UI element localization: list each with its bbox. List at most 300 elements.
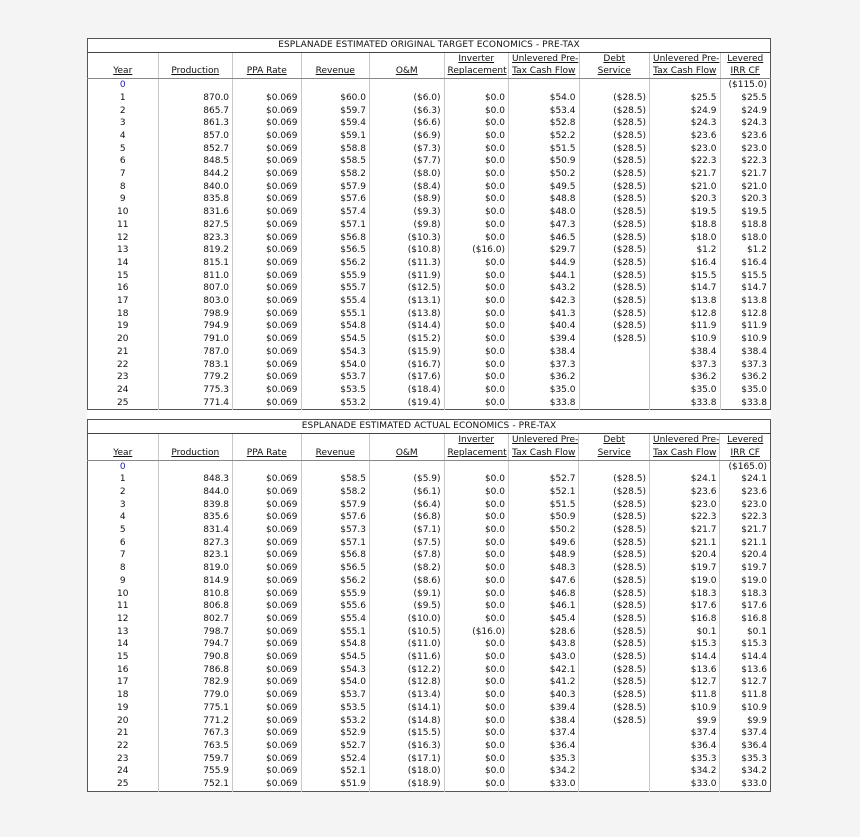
revenue-cell: $54.5 <box>301 651 369 664</box>
table-title-row <box>88 39 771 53</box>
ppa-rate-cell: $0.069 <box>233 702 301 715</box>
table-row <box>88 270 771 283</box>
om-cell: ($16.3) <box>370 740 445 753</box>
ppa-rate-cell: $0.069 <box>233 664 301 677</box>
levered-irr-cf-cell: $21.1 <box>741 537 767 548</box>
levered-irr-cf-cell: $20.4 <box>741 550 767 561</box>
production-cell: 814.9 <box>158 575 233 588</box>
om-cell: ($13.1) <box>370 295 445 308</box>
debt-service-cell: ($28.5) <box>579 105 650 118</box>
unlevered-cash-flow-2-cell: $19.0 <box>649 575 720 588</box>
production-cell: 815.1 <box>158 257 233 270</box>
revenue-cell: $59.4 <box>301 117 369 130</box>
year-zero-cell <box>579 79 650 92</box>
debt-service-cell: ($28.5) <box>579 638 650 651</box>
revenue-cell: $55.4 <box>301 295 369 308</box>
levered-irr-cf-header-top <box>720 52 771 65</box>
unlevered-cash-flow-header-top-label: Unlevered Pre- <box>511 435 579 446</box>
unlevered-cash-flow-cell: $52.1 <box>508 486 579 499</box>
debt-service-cell: ($28.5) <box>579 600 650 613</box>
debt-service-cell: ($28.5) <box>579 244 650 257</box>
unlevered-cash-flow-cell: $38.4 <box>509 346 580 359</box>
unlevered-cash-flow-cell: $48.9 <box>508 549 579 562</box>
year-zero-cell <box>233 79 301 92</box>
levered-irr-cf-cell: $24.9 <box>741 105 767 116</box>
inverter-replacement-cell: $0.0 <box>444 778 508 791</box>
production-cell: 840.0 <box>158 181 233 194</box>
inverter-replacement-header-top-label: Inverter <box>458 53 495 64</box>
table-row <box>88 359 771 372</box>
debt-service-cell: ($28.5) <box>579 626 650 639</box>
ppa-rate-cell: $0.069 <box>233 638 301 651</box>
ppa-rate-header-top <box>233 434 301 447</box>
production-cell: 839.8 <box>158 499 233 512</box>
year-header-top <box>88 434 159 447</box>
om-cell: ($9.5) <box>370 600 445 613</box>
debt-service-cell: ($28.5) <box>579 549 650 562</box>
ppa-rate-cell: $0.069 <box>233 168 301 181</box>
levered-irr-cf-cell: $20.3 <box>741 194 767 205</box>
levered-irr-cf-cell: $15.5 <box>741 270 767 281</box>
year-cell: 8 <box>88 181 159 194</box>
unlevered-cash-flow-cell: $36.2 <box>509 371 580 384</box>
ppa-rate-cell: $0.069 <box>233 181 301 194</box>
inverter-replacement-cell: $0.0 <box>444 727 508 740</box>
debt-service-cell: ($28.5) <box>579 295 650 308</box>
year-cell: 14 <box>88 257 159 270</box>
table-row <box>88 562 771 575</box>
levered-irr-cf-cell: $10.9 <box>741 334 767 345</box>
unlevered-cash-flow-2-cell: $14.7 <box>650 282 721 295</box>
unlevered-cash-flow-2-cell: $33.0 <box>649 778 720 791</box>
production-cell: 798.9 <box>158 308 233 321</box>
unlevered-cash-flow-cell: $33.8 <box>509 397 580 410</box>
ppa-rate-cell: $0.069 <box>233 346 301 359</box>
debt-service-cell <box>579 397 650 410</box>
unlevered-cash-flow-2-cell: $35.0 <box>650 384 721 397</box>
production-cell: 798.7 <box>158 626 233 639</box>
inverter-replacement-header-top-label: Inverter <box>458 435 495 446</box>
debt-service-cell: ($28.5) <box>579 320 650 333</box>
table-row <box>88 232 771 245</box>
year-cell: 6 <box>88 155 159 168</box>
inverter-replacement-cell: $0.0 <box>444 753 508 766</box>
year-cell: 12 <box>88 232 159 245</box>
unlevered-cash-flow-header <box>508 447 579 460</box>
ppa-rate-cell: $0.069 <box>233 308 301 321</box>
unlevered-cash-flow-2-cell: $0.1 <box>649 626 720 639</box>
om-cell: ($7.5) <box>370 537 445 550</box>
inverter-replacement-cell: $0.0 <box>444 295 508 308</box>
debt-service-header <box>579 447 650 460</box>
unlevered-cash-flow-2-cell: $11.8 <box>649 689 720 702</box>
unlevered-cash-flow-2-header-top <box>649 434 720 447</box>
table-row <box>88 600 771 613</box>
table-title: ESPLANADE ESTIMATED ORIGINAL TARGET ECONOMICS - PRE-TAX <box>88 39 771 53</box>
header-row-bottom <box>88 447 771 460</box>
year-header-top <box>88 52 159 65</box>
table-row <box>88 638 771 651</box>
unlevered-cash-flow-cell: $34.2 <box>508 765 579 778</box>
production-cell: 771.4 <box>158 397 233 410</box>
ppa-rate-header <box>233 447 301 460</box>
revenue-header-top <box>301 434 369 447</box>
om-cell: ($8.6) <box>370 575 445 588</box>
unlevered-cash-flow-cell: $43.0 <box>508 651 579 664</box>
table-row <box>88 181 771 194</box>
inverter-replacement-cell: $0.0 <box>444 130 508 143</box>
table-row <box>88 740 771 753</box>
levered-irr-cf-cell: $37.3 <box>741 359 767 370</box>
production-cell: 803.0 <box>158 295 233 308</box>
year-cell: 2 <box>88 105 159 118</box>
revenue-cell: $55.7 <box>301 282 369 295</box>
unlevered-cash-flow-2-cell: $24.1 <box>649 473 720 486</box>
unlevered-cash-flow-header-label: Tax Cash Flow <box>512 447 576 458</box>
revenue-cell: $56.2 <box>301 257 369 270</box>
unlevered-cash-flow-2-cell: $36.2 <box>650 371 721 384</box>
debt-service-cell <box>579 765 650 778</box>
year-cell: 12 <box>88 613 159 626</box>
unlevered-cash-flow-2-cell: $18.8 <box>650 219 721 232</box>
unlevered-cash-flow-cell: $41.2 <box>508 676 579 689</box>
year-cell: 21 <box>88 727 159 740</box>
debt-service-cell <box>579 359 650 372</box>
production-cell: 823.1 <box>158 549 233 562</box>
unlevered-cash-flow-cell: $36.4 <box>508 740 579 753</box>
debt-service-cell: ($28.5) <box>579 270 650 283</box>
levered-irr-cf-header <box>720 447 771 460</box>
year-zero-cell: 0 <box>88 460 159 473</box>
table-row <box>88 689 771 702</box>
inverter-replacement-cell: $0.0 <box>444 575 508 588</box>
levered-irr-cf-cell: $18.3 <box>741 588 767 599</box>
unlevered-cash-flow-header-top-label: Unlevered Pre- <box>512 53 579 64</box>
ppa-rate-header-label: PPA Rate <box>246 447 287 458</box>
debt-service-cell: ($28.5) <box>579 282 650 295</box>
production-cell: 819.2 <box>158 244 233 257</box>
debt-service-cell <box>579 346 650 359</box>
unlevered-cash-flow-cell: $38.4 <box>508 715 579 728</box>
ppa-rate-cell: $0.069 <box>233 689 301 702</box>
year-cell: 21 <box>88 346 159 359</box>
ppa-rate-cell: $0.069 <box>233 193 301 206</box>
revenue-cell: $57.1 <box>301 219 369 232</box>
om-cell: ($7.1) <box>370 524 445 537</box>
ppa-rate-cell: $0.069 <box>233 537 301 550</box>
year-cell: 20 <box>88 715 159 728</box>
year-cell: 13 <box>88 626 159 639</box>
revenue-cell: $55.9 <box>301 270 369 283</box>
levered-irr-cf-cell: $34.2 <box>741 766 767 777</box>
inverter-replacement-cell: $0.0 <box>444 486 508 499</box>
year-cell: 18 <box>88 689 159 702</box>
unlevered-cash-flow-2-cell: $11.9 <box>650 320 721 333</box>
om-cell: ($12.5) <box>370 282 445 295</box>
inverter-replacement-cell: $0.0 <box>444 549 508 562</box>
unlevered-cash-flow-2-cell: $24.3 <box>650 117 721 130</box>
unlevered-cash-flow-2-cell: $37.4 <box>649 727 720 740</box>
production-header-label: Production <box>171 66 220 77</box>
revenue-cell: $55.4 <box>301 613 369 626</box>
unlevered-cash-flow-2-cell: $37.3 <box>650 359 721 372</box>
inverter-replacement-cell: $0.0 <box>444 333 508 346</box>
inverter-replacement-cell: $0.0 <box>444 270 508 283</box>
revenue-cell: $56.8 <box>301 232 369 245</box>
table-row <box>88 219 771 232</box>
debt-service-cell: ($28.5) <box>579 588 650 601</box>
production-cell: 861.3 <box>158 117 233 130</box>
production-cell: 810.8 <box>158 588 233 601</box>
om-cell: ($6.8) <box>370 511 445 524</box>
levered-irr-cf-cell: $19.7 <box>741 563 767 574</box>
header-row-top <box>88 434 771 447</box>
year-zero-cell <box>508 460 579 473</box>
inverter-replacement-cell: $0.0 <box>444 588 508 601</box>
levered-irr-cf-cell: $16.4 <box>741 257 767 268</box>
year-cell: 10 <box>88 588 159 601</box>
table-row <box>88 257 771 270</box>
inverter-replacement-header-top <box>444 52 508 65</box>
levered-irr-cf-cell: $11.9 <box>741 321 767 332</box>
inverter-replacement-cell: $0.0 <box>444 765 508 778</box>
om-cell: ($8.0) <box>370 168 445 181</box>
table-row <box>88 778 771 791</box>
ppa-rate-cell: $0.069 <box>233 727 301 740</box>
ppa-rate-cell: $0.069 <box>233 295 301 308</box>
ppa-rate-cell: $0.069 <box>233 244 301 257</box>
production-cell: 848.5 <box>158 155 233 168</box>
year-cell: 22 <box>88 359 159 372</box>
production-cell: 852.7 <box>158 143 233 156</box>
inverter-replacement-cell: $0.0 <box>444 613 508 626</box>
unlevered-cash-flow-2-cell: $20.3 <box>650 193 721 206</box>
om-cell: ($10.5) <box>370 626 445 639</box>
levered-irr-cf-cell: $33.8 <box>741 397 767 408</box>
year-zero-cell <box>370 460 445 473</box>
om-cell: ($8.2) <box>370 562 445 575</box>
ppa-rate-cell: $0.069 <box>233 524 301 537</box>
debt-service-cell: ($28.5) <box>579 486 650 499</box>
table-row <box>88 333 771 346</box>
levered-irr-cf-cell: $10.9 <box>741 702 767 713</box>
revenue-cell: $57.1 <box>301 537 369 550</box>
debt-service-cell: ($28.5) <box>579 206 650 219</box>
year-cell: 24 <box>88 384 159 397</box>
unlevered-cash-flow-cell: $29.7 <box>509 244 580 257</box>
inverter-replacement-cell: ($16.0) <box>444 244 508 257</box>
debt-service-cell: ($28.5) <box>579 130 650 143</box>
inverter-replacement-cell: $0.0 <box>444 524 508 537</box>
unlevered-cash-flow-cell: $28.6 <box>508 626 579 639</box>
ppa-rate-cell: $0.069 <box>233 626 301 639</box>
om-cell: ($6.6) <box>370 117 445 130</box>
year-zero-cell <box>579 460 650 473</box>
revenue-header-label: Revenue <box>315 447 355 458</box>
revenue-cell: $55.1 <box>301 308 369 321</box>
inverter-replacement-header-top <box>444 434 508 447</box>
unlevered-cash-flow-2-cell: $13.6 <box>649 664 720 677</box>
year-cell: 24 <box>88 765 159 778</box>
ppa-rate-cell: $0.069 <box>233 206 301 219</box>
levered-irr-cf-cell: $16.8 <box>741 613 767 624</box>
production-cell: 771.2 <box>158 715 233 728</box>
revenue-cell: $56.2 <box>301 575 369 588</box>
production-cell: 835.8 <box>158 193 233 206</box>
year-zero-cell: ($165.0) <box>728 461 767 472</box>
debt-service-cell <box>579 740 650 753</box>
inverter-replacement-cell: $0.0 <box>444 117 508 130</box>
inverter-replacement-cell: $0.0 <box>444 206 508 219</box>
year-cell: 16 <box>88 282 159 295</box>
unlevered-cash-flow-2-header-top-label: Unlevered Pre- <box>652 435 720 446</box>
unlevered-cash-flow-header-label: Tax Cash Flow <box>512 66 576 77</box>
om-cell: ($6.4) <box>370 499 445 512</box>
table-row <box>88 676 771 689</box>
year-cell: 5 <box>88 524 159 537</box>
year-zero-cell <box>370 79 445 92</box>
debt-service-cell: ($28.5) <box>579 499 650 512</box>
table-row <box>88 282 771 295</box>
om-cell: ($10.3) <box>370 232 445 245</box>
inverter-replacement-cell: $0.0 <box>444 320 508 333</box>
ppa-rate-cell: $0.069 <box>233 155 301 168</box>
revenue-cell: $56.8 <box>301 549 369 562</box>
unlevered-cash-flow-2-header-top <box>650 52 721 65</box>
year-cell: 7 <box>88 168 159 181</box>
revenue-cell: $52.9 <box>301 727 369 740</box>
inverter-replacement-cell: $0.0 <box>444 715 508 728</box>
table-title-row <box>88 420 771 434</box>
om-cell: ($16.7) <box>370 359 445 372</box>
year-cell: 5 <box>88 143 159 156</box>
om-cell: ($9.3) <box>370 206 445 219</box>
ppa-rate-cell: $0.069 <box>233 333 301 346</box>
year-cell: 20 <box>88 333 159 346</box>
production-cell: 794.9 <box>158 320 233 333</box>
levered-irr-cf-cell: $24.3 <box>741 118 767 129</box>
debt-service-cell: ($28.5) <box>579 308 650 321</box>
inverter-replacement-cell: $0.0 <box>444 308 508 321</box>
debt-service-cell: ($28.5) <box>579 168 650 181</box>
production-cell: 870.0 <box>158 92 233 105</box>
ppa-rate-header-label: PPA Rate <box>246 66 287 77</box>
debt-service-cell: ($28.5) <box>579 702 650 715</box>
levered-irr-cf-cell: $36.4 <box>741 740 767 751</box>
inverter-replacement-cell: $0.0 <box>444 92 508 105</box>
ppa-rate-cell: $0.069 <box>233 715 301 728</box>
unlevered-cash-flow-cell: $42.1 <box>508 664 579 677</box>
levered-irr-cf-cell: $18.0 <box>741 232 767 243</box>
ppa-rate-cell: $0.069 <box>233 549 301 562</box>
unlevered-cash-flow-cell: $50.9 <box>509 155 580 168</box>
table-row <box>88 537 771 550</box>
spreadsheet-sheet <box>87 38 771 792</box>
levered-irr-cf-cell: $1.2 <box>746 245 767 256</box>
year-zero-cell <box>158 79 233 92</box>
ppa-rate-cell: $0.069 <box>233 384 301 397</box>
revenue-cell: $52.4 <box>301 753 369 766</box>
levered-irr-cf-header-top-label: Levered <box>727 435 764 446</box>
revenue-cell: $53.5 <box>301 702 369 715</box>
table-row <box>88 524 771 537</box>
header-row-bottom <box>88 65 771 78</box>
unlevered-cash-flow-2-cell: $15.3 <box>649 638 720 651</box>
year-zero-row <box>88 79 771 92</box>
debt-service-cell <box>579 753 650 766</box>
debt-service-cell: ($28.5) <box>579 715 650 728</box>
ppa-rate-cell: $0.069 <box>233 753 301 766</box>
debt-service-cell: ($28.5) <box>579 181 650 194</box>
production-header-label: Production <box>171 447 220 458</box>
original-target-economics-table <box>87 38 771 410</box>
debt-service-header-label: Service <box>597 447 631 458</box>
year-cell: 23 <box>88 371 159 384</box>
year-cell: 2 <box>88 486 159 499</box>
production-cell: 865.7 <box>158 105 233 118</box>
levered-irr-cf-cell: $23.0 <box>741 143 767 154</box>
unlevered-cash-flow-cell: $46.8 <box>508 588 579 601</box>
year-zero-cell <box>301 79 369 92</box>
unlevered-cash-flow-2-cell: $33.8 <box>650 397 721 410</box>
table-row <box>88 155 771 168</box>
revenue-cell: $53.2 <box>301 715 369 728</box>
revenue-cell: $57.3 <box>301 524 369 537</box>
table-row <box>88 588 771 601</box>
om-cell: ($12.8) <box>370 676 445 689</box>
ppa-rate-cell: $0.069 <box>233 575 301 588</box>
ppa-rate-cell: $0.069 <box>233 257 301 270</box>
unlevered-cash-flow-2-cell: $10.9 <box>650 333 721 346</box>
revenue-cell: $54.0 <box>301 676 369 689</box>
levered-irr-cf-header <box>720 65 771 78</box>
revenue-cell: $58.2 <box>301 168 369 181</box>
production-cell: 807.0 <box>158 282 233 295</box>
production-header <box>158 65 233 78</box>
production-cell: 848.3 <box>158 473 233 486</box>
unlevered-cash-flow-2-header-top-label: Unlevered Pre- <box>653 53 720 64</box>
year-zero-cell <box>233 460 301 473</box>
table-row <box>88 549 771 562</box>
unlevered-cash-flow-2-cell: $24.9 <box>650 105 721 118</box>
om-header-top <box>370 52 445 65</box>
production-cell: 811.0 <box>158 270 233 283</box>
ppa-rate-cell: $0.069 <box>233 130 301 143</box>
inverter-replacement-cell: $0.0 <box>444 384 508 397</box>
year-header-label: Year <box>113 66 133 77</box>
revenue-cell: $54.3 <box>301 346 369 359</box>
unlevered-cash-flow-cell: $46.1 <box>508 600 579 613</box>
unlevered-cash-flow-2-cell: $34.2 <box>649 765 720 778</box>
debt-service-cell: ($28.5) <box>579 524 650 537</box>
om-cell: ($10.8) <box>370 244 445 257</box>
table-row <box>88 765 771 778</box>
table-row <box>88 715 771 728</box>
year-cell: 18 <box>88 308 159 321</box>
table-row <box>88 320 771 333</box>
production-cell: 787.0 <box>158 346 233 359</box>
production-cell: 831.6 <box>158 206 233 219</box>
table-gap <box>87 410 771 419</box>
unlevered-cash-flow-2-cell: $18.0 <box>650 232 721 245</box>
table-row <box>88 295 771 308</box>
production-cell: 844.0 <box>158 486 233 499</box>
debt-service-header <box>579 65 650 78</box>
table-row <box>88 727 771 740</box>
unlevered-cash-flow-cell: $51.5 <box>508 499 579 512</box>
revenue-cell: $52.1 <box>301 765 369 778</box>
ppa-rate-cell: $0.069 <box>233 105 301 118</box>
